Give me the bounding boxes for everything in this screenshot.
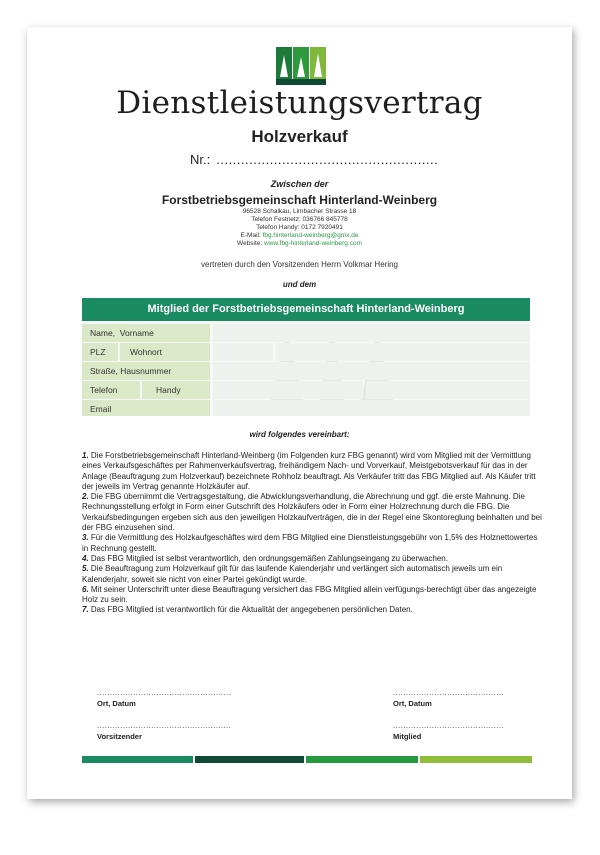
clause-text: Die Forstbetriebsgemeinschaft Hinterland-Weinberg (im Folgenden kurz FBG genannt) wird vom Mitglied mit der Vermittlung eines Verkaufsgeschäftes per Rahmenverkaufsvertrag, freihändigem Nach- und Vorverkauf, Meistgebotsverkauf für das in der Anlage (Beauftragung zum Holzverkauf) bezeichnete Rohholz beauftragt. Als Verkäufer tritt das FBG Mitglied auf. Als Käufer tritt der jeweils im Vertrag genannte Holzkäufer auf. — [82, 451, 536, 491]
signature-chairman — [97, 722, 231, 741]
clause — [82, 533, 544, 554]
signature-line[interactable]: ........................................... — [393, 721, 505, 730]
org-email-label: E-Mail: — [240, 232, 261, 239]
signature-line[interactable]: .................................................... — [97, 688, 232, 697]
agreed-label: wird folgendes vereinbart: — [249, 430, 350, 439]
member-field-city[interactable] — [276, 343, 530, 361]
document-title: Dienstleistungsvertrag — [116, 85, 483, 121]
signature-member — [393, 722, 504, 741]
footer-bar-4 — [420, 756, 532, 763]
member-row-email — [82, 400, 530, 416]
clause — [82, 585, 544, 606]
clause — [82, 492, 544, 533]
clause-number: 4. — [82, 553, 89, 563]
member-label-city: Wohnort — [120, 343, 210, 361]
org-address-block — [27, 208, 572, 248]
member-table-heading: Mitglied der Forstbetriebsgemeinschaft Hinterland-Weinberg — [82, 298, 530, 321]
clause-text: Die FBG übernimmt die Vertragsgestaltung, die Abwicklungsverhandlung, die Abrechnung und ggf. die erste Mahnung. Die Rechnungsstellung erfolgt in Form einer Gutschrift des Holzkäufers oder in Form einer Holzrechnung durch die FBG. Die Verkaufsbedingungen ergeben sich aus den jeweiligen Holzkaufverträgen, die in der Regel eine Skontoreglung beinhalten und bei der FBG einzusehen sind. — [82, 492, 542, 533]
document-subtitle: Holzverkauf — [251, 127, 348, 146]
clause — [82, 564, 544, 585]
org-website-line — [27, 240, 572, 248]
org-mobile: Telefon Handy: 0172 7920491 — [256, 224, 343, 231]
member-table — [82, 298, 530, 416]
and-label: und dem — [282, 280, 317, 289]
clause-number: 7. — [82, 605, 89, 615]
member-label-street: Straße, Hausnummer — [82, 362, 210, 380]
footer-bar-2 — [195, 756, 304, 763]
signature-label: Ort, Datum — [97, 699, 136, 708]
contract-clauses — [82, 451, 544, 616]
clause-number: 2. — [82, 492, 89, 502]
org-name: Forstbetriebsgemeinschaft Hinterland-Weinberg — [161, 193, 438, 207]
org-email-link[interactable]: fbg.hinterland-weinberg@gmx.de — [262, 232, 359, 239]
member-field-zip[interactable] — [213, 343, 273, 361]
org-website-label: Website: — [237, 240, 263, 247]
member-field-street[interactable] — [213, 362, 530, 380]
between-label: Zwischen der — [270, 179, 329, 189]
clause — [82, 554, 544, 564]
signature-place-date-right — [393, 689, 504, 708]
signature-place-date-left — [97, 689, 231, 708]
org-email-line — [27, 232, 572, 240]
clause-text: Mit seiner Unterschrift unter diese Beauftragung versichert das FBG Mitglied allein verfügungs-berechtigt über das angezeigte Holz zu sein. — [82, 584, 537, 605]
footer-bar-1 — [82, 756, 193, 763]
clause-number: 1. — [82, 451, 89, 460]
member-field-name[interactable] — [213, 324, 530, 342]
contract-number — [190, 152, 438, 167]
signature-label: Vorsitzender — [97, 732, 142, 741]
footer-bar-3 — [306, 756, 418, 763]
org-address: 96528 Schalkau, Limbacher Strasse 18 — [242, 208, 357, 215]
member-label-name: Name, Vorname — [82, 324, 210, 342]
member-table-body — [82, 321, 530, 416]
member-field-phone[interactable] — [213, 381, 363, 399]
member-row-city — [82, 343, 530, 361]
represented-by: vertreten durch den Vorsitzenden Herrn Volkmar Hering — [201, 260, 398, 269]
contract-number-field[interactable]: ...................................................... — [216, 152, 439, 167]
contract-number-label: Nr.: — [190, 152, 211, 167]
org-website-link[interactable]: www.fbg-hinterland-weinberg.com — [264, 240, 362, 247]
clause — [82, 605, 544, 615]
member-field-email[interactable] — [213, 400, 530, 416]
signature-label: Ort, Datum — [393, 699, 432, 708]
clause-text: Das FBG Mitglied ist selbst verantwortlich, den ordnungsgemäßen Zahlungseingang zu überwachen. — [88, 553, 448, 563]
clause-text: Die Beauftragung zum Holzverkauf gilt für das laufende Kalenderjahr und verlängert sich automatisch jeweils um ein Kalenderjahr, soweit sie nicht von einer Partei gekündigt wurde. — [82, 564, 503, 584]
clause-text: Für die Vermittlung des Holzkaufgeschäftes wird dem FBG Mitglied eine Dienstleistungsgebühr von 1,5% des Holznettowertes in Rechnung gestellt. — [82, 533, 538, 553]
signature-label: Mitglied — [393, 732, 422, 741]
signature-line[interactable]: .................................................... — [97, 721, 232, 730]
member-row-street — [82, 362, 530, 380]
clause — [82, 451, 544, 492]
member-row-phone — [82, 381, 530, 399]
fbg-tree-logo-icon — [276, 47, 326, 85]
signature-line[interactable]: ........................................... — [393, 688, 505, 697]
member-label-phone: Telefon — [82, 381, 140, 399]
member-label-zip: PLZ — [82, 343, 118, 361]
document-page — [27, 27, 572, 799]
org-phone: Telefon Festnetz: 036766 845778 — [251, 216, 348, 223]
clause-number: 6. — [82, 584, 89, 594]
clause-number: 3. — [82, 533, 89, 543]
member-row-name — [82, 324, 530, 342]
clause-text: Das FBG Mitglied ist verantwortlich für die Aktualität der angegebenen persönlichen Daten. — [88, 605, 413, 615]
member-label-mobile: Handy — [142, 381, 210, 399]
clause-number: 5. — [82, 564, 89, 574]
member-field-mobile[interactable] — [366, 381, 530, 399]
member-label-email: Email — [82, 400, 210, 416]
